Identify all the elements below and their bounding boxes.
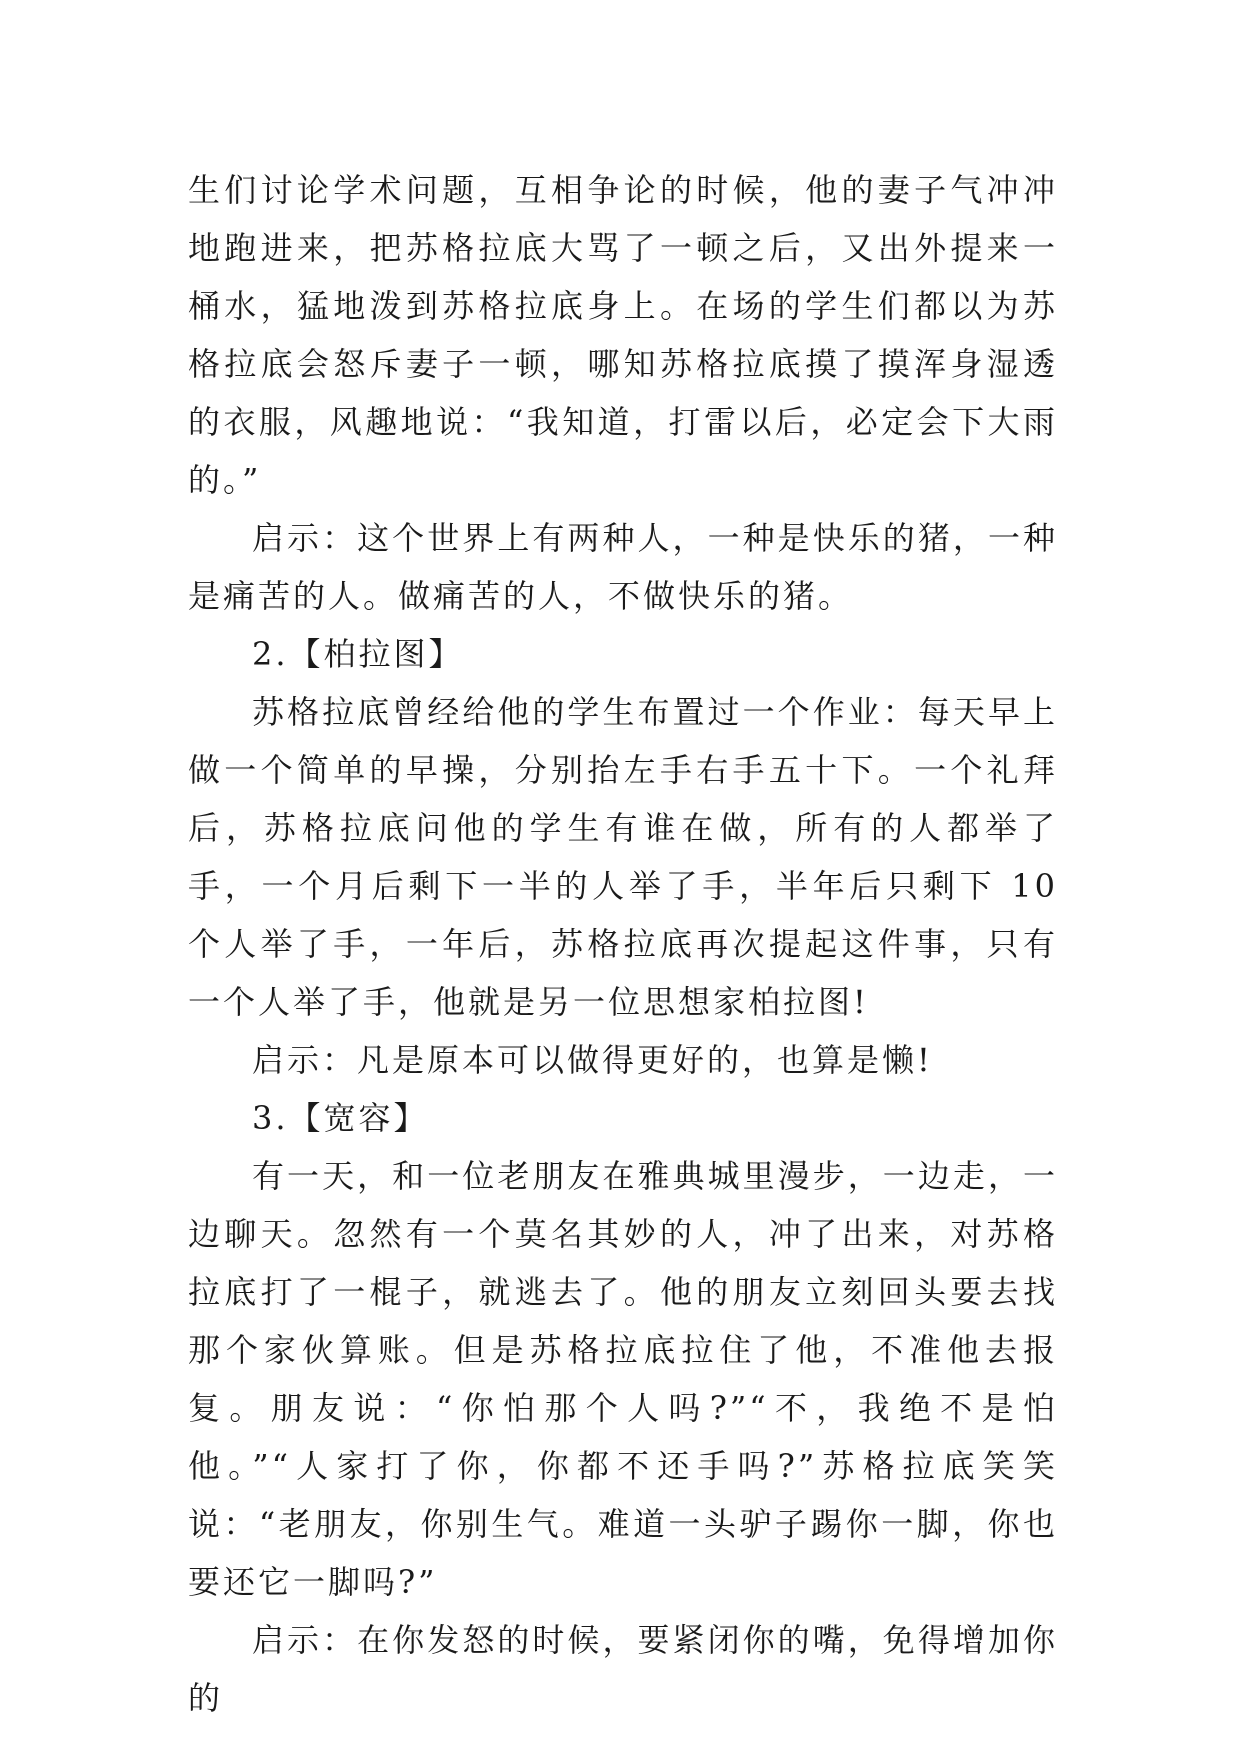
section-heading-tolerance: 3.【宽容】: [252, 1099, 429, 1137]
body-text: [188, 161, 1058, 1727]
section-heading-plato: 2.【柏拉图】: [252, 635, 464, 673]
moral-paragraph-1: 启示：这个世界上有两种人，一种是快乐的猪，一种是痛苦的人。做痛苦的人，不做快乐的猪。: [188, 519, 1058, 615]
moral-paragraph-2: 启示：凡是原本可以做得更好的，也算是懒!: [252, 1041, 933, 1079]
story-paragraph-tolerance: 有一天，和一位老朋友在雅典城里漫步，一边走，一边聊天。忽然有一个莫名其妙的人，冲了出来，对苏格拉底打了一棍子，就逃去了。他的朋友立刻回头要去找那个家伙算账。但是苏格拉底拉住了他，不准他去报复。朋友说：“你怕那个人吗?”“不，我绝不是怕他。”“人家打了你，你都不还手吗?”苏格拉底笑笑说：“老朋友，你别生气。难道一头驴子踢你一脚，你也要还它一脚吗?”: [188, 1157, 1058, 1601]
moral-paragraph-3: 启示：在你发怒的时候，要紧闭你的嘴，免得增加你的: [188, 1621, 1058, 1717]
story-paragraph-continued: 生们讨论学术问题，互相争论的时候，他的妻子气冲冲地跑进来，把苏格拉底大骂了一顿之后，又出外提来一桶水，猛地泼到苏格拉底身上。在场的学生们都以为苏格拉底会怒斥妻子一顿，哪知苏格拉底摸了摸浑身湿透的衣服，风趣地说：“我知道，打雷以后，必定会下大雨的。”: [188, 171, 1058, 499]
story-paragraph-plato: 苏格拉底曾经给他的学生布置过一个作业：每天早上做一个简单的早操，分别抬左手右手五十下。一个礼拜后，苏格拉底问他的学生有谁在做，所有的人都举了手，一个月后剩下一半的人举了手，半年后只剩下 10 个人举了手，一年后，苏格拉底再次提起这件事，只有一个人举了手，他就是另一位思想家柏拉图!: [188, 693, 1058, 1021]
